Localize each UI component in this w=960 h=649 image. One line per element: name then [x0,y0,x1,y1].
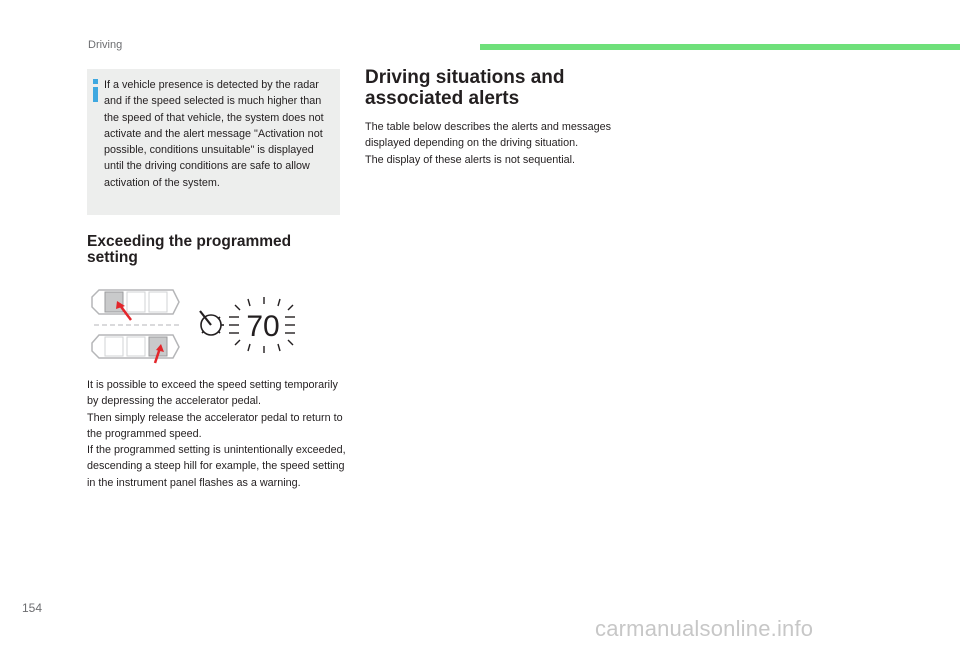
section-title-exceeding [87,234,337,266]
page-number: 154 [22,601,43,615]
section-title-driving-situations [365,68,625,109]
info-note-box [87,69,340,215]
paragraph: The display of these alerts is not sequential. [365,153,576,166]
paragraph: It is possible to exceed the speed setting temporarily by depressing the accelerator pedal. [87,379,338,408]
section-accent-bar [480,44,960,50]
lower-control-icon [92,335,179,358]
paragraph: Then simply release the accelerator pedal to return to the programmed speed. [87,411,343,440]
section-title-line2: setting [87,249,138,266]
speedometer-icon [200,311,224,335]
paragraph: If the programmed setting is unintentionally exceeded, descending a steep hill for example, the speed setting in the instrument panel flashes as a warning. [87,444,346,489]
exceeding-body-text [87,377,349,491]
paragraph: The table below describes the alerts and messages displayed depending on the driving situation. [365,121,612,150]
driving-situations-body-text [365,119,620,168]
upper-control-icon [92,290,179,314]
info-note-text: If a vehicle presence is detected by the radar and if the speed selected is much higher than the speed of that vehicle, the system does not activate and the alert message "Activation not possible, conditions unsuitable" is displayed until the driving conditions are safe to allow activation of the system. [104,79,324,189]
section-title-line1: Exceeding the programmed [87,233,292,250]
info-icon [92,78,100,102]
accelerator-pedal-illustration [87,284,317,364]
main-title-line1: Driving situations and [365,67,565,88]
speed-setting-illustration [87,284,317,369]
main-title-line2: associated alerts [365,87,520,109]
speed-value: 70 [246,310,280,343]
section-label: Driving [88,39,123,51]
watermark: carmanualsonline.info [595,616,814,641]
